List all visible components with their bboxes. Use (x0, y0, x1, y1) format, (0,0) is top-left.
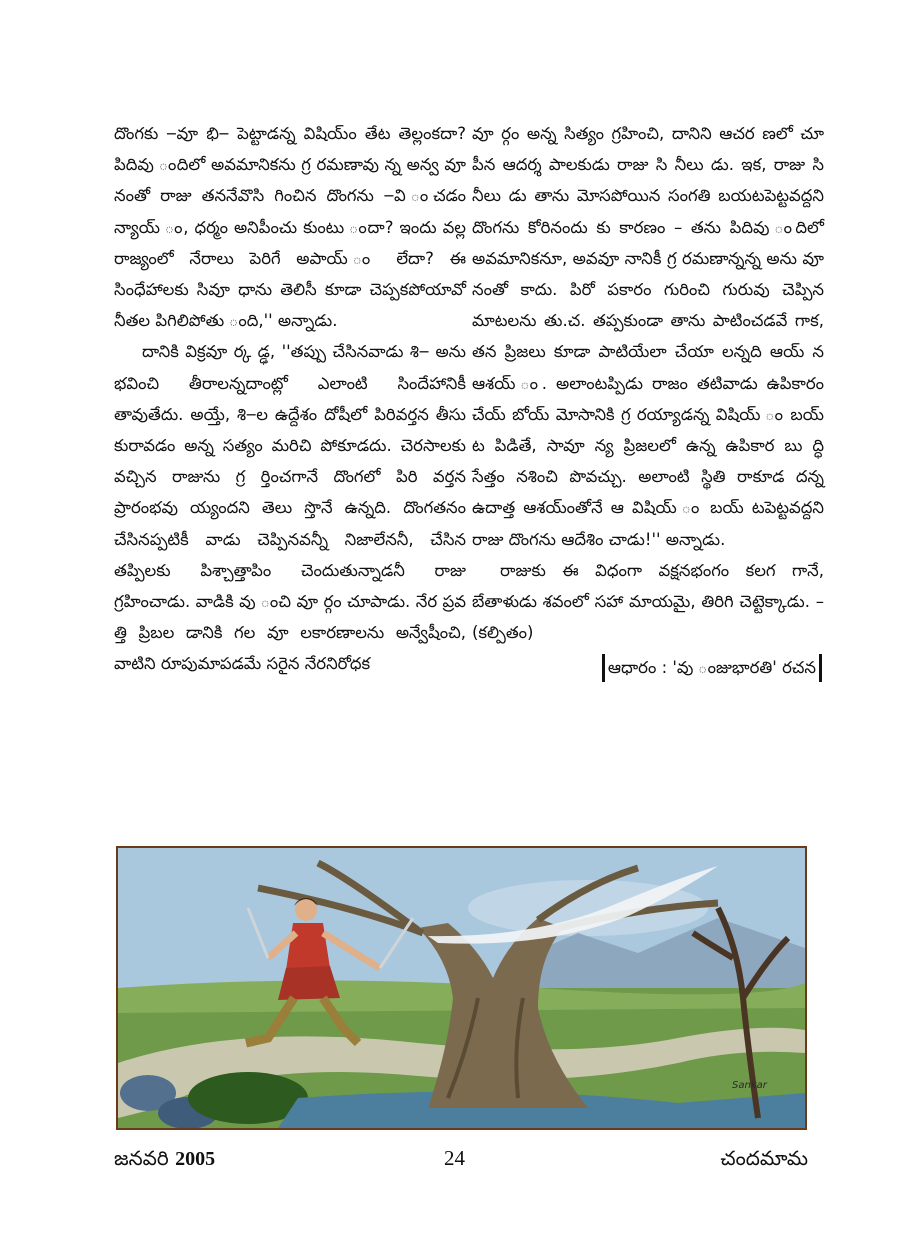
page-footer (114, 1146, 808, 1174)
source-note (472, 652, 824, 683)
story-illustration (116, 846, 807, 1130)
magazine-name: చందమామ (720, 1146, 808, 1170)
paragraph: వూ ర్గం అన్న సిత్యం గ్రహించి, దానిని ఆచర ణలో చూ పీన ఆదర్శ పాలకుడు రాజు సి నీలు డు. ఇక, రాజు సి నీలు డు తాను మోసపోయిన సంగతి బయటపెట్టవద్దని దొంగను కోరినందు కు కారణం – తను పిదివు ందిలో అవమానికనూ, అవవూ నానికీ గ్ర రమణాన్నన్న అను వూ నంతో కాదు. పిరో పకారం గురించి గురువు చెప్పిన మాటలను తు.చ. తప్పకుండా తాను పాటించడవే గాక, తన ప్రిజలు కూడా పాటియేలా చేయా లన్నది ఆయ్ న ఆశయ్ ం. అలాంటప్పిడు రాజం తటివాడు ఉపికారం చేయ్ బోయ్ మోసానికి గ్ర రయ్యాడన్న విషియ్ ం బయ్ ట పిడితే, సావూ న్య ప్రిజలలో ఉన్న ఉపికార బు ద్ధి సేత్తం నశించి పొవచ్చు. అలాంటి స్థితి రాకూడ దన్న ఉదాత్త ఆశయ్ంతోనే ఆ విషియ్ ం బయ్ టపెట్టవద్దని రాజు దొంగను ఆదేశిం చాడు!'' అన్నాడు. (472, 124, 824, 549)
right-text-column (472, 118, 824, 684)
issue-year: 2005 (175, 1148, 216, 1170)
illustration-scene (118, 848, 805, 1128)
artist-signature: Sankar (732, 1080, 767, 1091)
left-text-column (114, 118, 466, 680)
source-note-text: ఆధారం : 'వు ంజుభారతి' రచన (602, 654, 822, 682)
issue-month: జనవరి (114, 1146, 169, 1170)
paragraph: దొంగకు ౼వూ భి౼ పెట్టాడన్న విషియ్ం తేట తెల్లంకదా? పిదివు ందిలో అవమానికను గ్ర రమణావు న్న అన్వ వూ నంతో రాజు తననేవొసి గించిన దొంగను ౼వి ంచడం న్యాయ్ ం, ధర్మం అనిపీంచు కుంటు ందా? ఇందు వల్ల రాజ్యంలో నేరాలు పెరిగే అపాయ్ ం లేదా? ఈ సింధేహాలకు సివూ ధాను తెలిసీ కూడా చెప్పకపోయావో నీతల పిగిలిపోతు ంది,'' అన్నాడు. (114, 124, 466, 331)
page-number: 24 (444, 1146, 465, 1170)
issue-date (114, 1146, 215, 1175)
paragraph: దానికి విక్రవూ ర్క డ్ఢ, ''తప్పు చేసినవాడు శి౼ అను భవించి తీరాలన్నదాంట్లో ఎలాంటి సిందేహానికీ తావుతేదు. అయ్తే, శి౼ల ఉద్దేశం దోషీలో పిరివర్తన తీసు కురావడం అన్న సత్యం మరిచి పోకూడదు. చెరసాలకు వచ్చిన రాజును గ్ర ర్తించగానే దొంగలో పిరి వర్తన ప్రారంభవు య్యందని తెలు స్తొనే ఉన్నది. దొంగతనం చేసినప్పటికీ వాడు చెప్పినవన్నీ నిజాలేననీ, చేసిన తప్పిలకు పిశ్చాత్తాపిం చెందుతున్నాడనీ రాజు గ్రహించాడు. వాడికి వు ంచి వూ ర్గం చూపాడు. నేర ప్రవ త్తి ప్రిబల డానికి గల వూ లకారణాలను అన్వేషీంచి, వాటిని రూపుమాపడమే సరైన నేరనిరోధక (114, 342, 466, 674)
paragraph: రాజుకు ఈ విధంగా వక్షనభంగం కలగ గానే, బేతాళుడు శవంలో సహా మాయమై, తిరిగి చెట్టెక్కాడు. – (కల్పితం) (472, 560, 824, 643)
